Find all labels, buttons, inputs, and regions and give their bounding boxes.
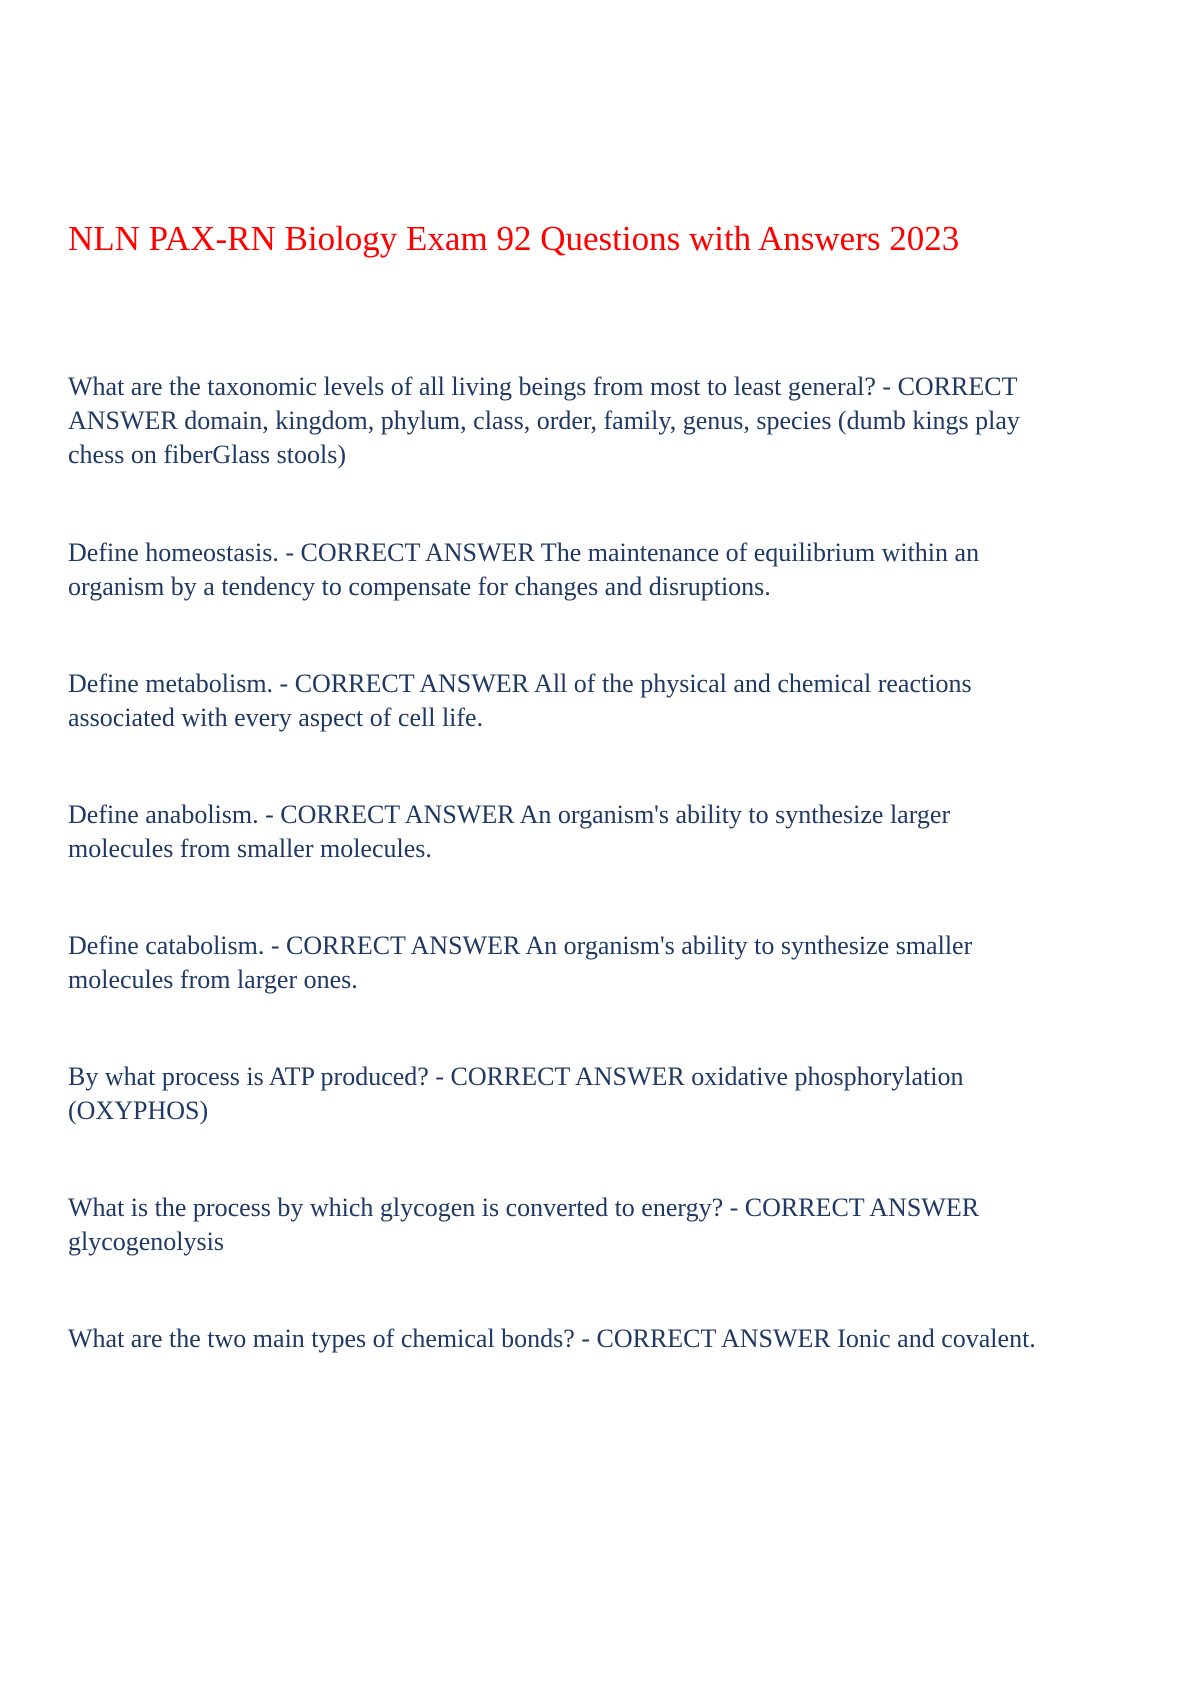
qa-line: By what process is ATP produced? - CORRECT ANSWER oxidative phosphorylation: [68, 1062, 964, 1091]
qa-line: Define homeostasis. - CORRECT ANSWER The maintenance of equilibrium within an: [68, 538, 980, 567]
qa-line: Define catabolism. - CORRECT ANSWER An organism's ability to synthesize smaller: [68, 931, 973, 960]
qa-line: What are the two main types of chemical bonds? - CORRECT ANSWER Ionic and covalent.: [68, 1324, 1036, 1353]
qa-line: ANSWER domain, kingdom, phylum, class, order, family, genus, species (dumb kings play: [68, 406, 1020, 435]
qa-item-homeostasis: [68, 536, 1148, 604]
qa-line: chess on fiberGlass stools): [68, 440, 347, 469]
qa-item-anabolism: [68, 798, 1148, 866]
qa-item-glycogen: [68, 1191, 1148, 1259]
qa-line: What are the taxonomic levels of all living beings from most to least general? - CORRECT: [68, 372, 1018, 401]
qa-line: Define metabolism. - CORRECT ANSWER All of the physical and chemical reactions: [68, 669, 972, 698]
qa-item-catabolism: [68, 929, 1148, 997]
qa-line: associated with every aspect of cell life.: [68, 703, 484, 732]
qa-item-chemical-bonds: [68, 1322, 1148, 1356]
qa-item-atp: [68, 1060, 1148, 1128]
qa-line: molecules from larger ones.: [68, 965, 358, 994]
qa-item-metabolism: [68, 667, 1148, 735]
qa-line: What is the process by which glycogen is converted to energy? - CORRECT ANSWER: [68, 1193, 980, 1222]
qa-line: (OXYPHOS): [68, 1096, 209, 1125]
document-title: NLN PAX-RN Biology Exam 92 Questions with Answers 2023: [68, 219, 960, 258]
qa-line: glycogenolysis: [68, 1227, 224, 1256]
qa-line: molecules from smaller molecules.: [68, 834, 432, 863]
qa-line: organism by a tendency to compensate for changes and disruptions.: [68, 572, 771, 601]
qa-item-taxonomy: [68, 370, 1148, 472]
qa-line: Define anabolism. - CORRECT ANSWER An organism's ability to synthesize larger: [68, 800, 951, 829]
qa-list: [68, 370, 1148, 1420]
